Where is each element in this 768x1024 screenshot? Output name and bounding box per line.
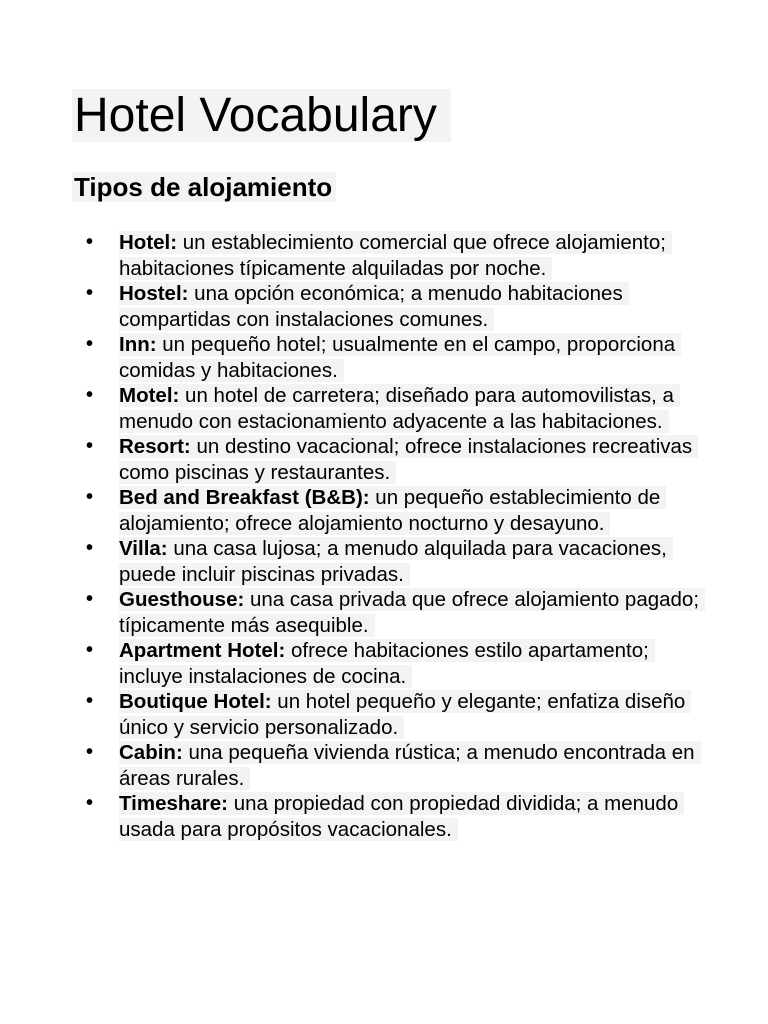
term-label: Hotel:	[119, 231, 178, 254]
section-heading	[72, 169, 336, 205]
list-item	[72, 230, 712, 281]
list-item-text	[119, 537, 673, 586]
bullet-icon: •	[86, 333, 94, 355]
list-item-text	[119, 282, 629, 331]
list-item-text	[119, 741, 701, 790]
list-item-text	[119, 231, 672, 280]
term-definition: un destino vacacional; ofrece instalaciones recreativas como piscinas y restaurantes.	[119, 435, 693, 484]
bullet-icon: •	[86, 486, 94, 508]
list-item	[72, 485, 712, 536]
page-title	[72, 86, 451, 146]
term-label: Resort:	[119, 435, 191, 458]
bullet-icon: •	[86, 231, 94, 253]
term-definition: una pequeña vivienda rústica; a menudo encontrada en áreas rurales.	[119, 741, 695, 790]
bullet-icon: •	[86, 435, 94, 457]
list-item	[72, 689, 712, 740]
term-label: Bed and Breakfast (B&B):	[119, 486, 370, 509]
list-item-text	[119, 486, 666, 535]
bullet-icon: •	[86, 537, 94, 559]
list-item	[72, 383, 712, 434]
term-label: Motel:	[119, 384, 180, 407]
section-heading-text: Tipos de alojamiento	[72, 172, 336, 202]
bullet-icon: •	[86, 588, 94, 610]
list-item	[72, 536, 712, 587]
bullet-icon: •	[86, 690, 94, 712]
bullet-icon: •	[86, 741, 94, 763]
list-item	[72, 791, 712, 842]
list-item	[72, 638, 712, 689]
list-item-text	[119, 690, 691, 739]
term-definition: una casa privada que ofrece alojamiento pagado; típicamente más asequible.	[119, 588, 700, 637]
list-item-text	[119, 588, 705, 637]
bullet-icon: •	[86, 282, 94, 304]
list-item-text	[119, 792, 684, 841]
term-label: Timeshare:	[119, 792, 229, 815]
list-item	[72, 281, 712, 332]
list-item-text	[119, 333, 681, 382]
list-item-text	[119, 435, 698, 484]
bullet-icon: •	[86, 792, 94, 814]
term-definition: un hotel de carretera; diseñado para automovilistas, a menudo con estacionamiento adyacente a las habitaciones.	[119, 384, 674, 433]
list-item	[72, 587, 712, 638]
list-item-text	[119, 384, 680, 433]
term-definition: un hotel pequeño y elegante; enfatiza diseño único y servicio personalizado.	[119, 690, 686, 739]
term-definition: un pequeño hotel; usualmente en el campo, proporciona comidas y habitaciones.	[119, 333, 676, 382]
term-label: Hostel:	[119, 282, 189, 305]
term-definition: ofrece habitaciones estilo apartamento; incluye instalaciones de cocina.	[119, 639, 649, 688]
term-definition: una propiedad con propiedad dividida; a menudo usada para propósitos vacacionales.	[119, 792, 679, 841]
accommodation-list	[72, 230, 712, 842]
list-item-text	[119, 639, 655, 688]
term-label: Apartment Hotel:	[119, 639, 286, 662]
term-label: Cabin:	[119, 741, 183, 764]
term-definition: un pequeño establecimiento de alojamiento; ofrece alojamiento nocturno y desayuno.	[119, 486, 661, 535]
term-definition: una casa lujosa; a menudo alquilada para vacaciones, puede incluir piscinas privadas.	[119, 537, 667, 586]
term-label: Inn:	[119, 333, 157, 356]
term-definition: un establecimiento comercial que ofrece alojamiento; habitaciones típicamente alquiladas por noche.	[119, 231, 666, 280]
bullet-icon: •	[86, 639, 94, 661]
term-definition: una opción económica; a menudo habitaciones compartidas con instalaciones comunes.	[119, 282, 623, 331]
bullet-icon: •	[86, 384, 94, 406]
term-label: Villa:	[119, 537, 168, 560]
list-item	[72, 434, 712, 485]
page-title-text: Hotel Vocabulary	[72, 89, 451, 142]
term-label: Guesthouse:	[119, 588, 245, 611]
term-label: Boutique Hotel:	[119, 690, 272, 713]
list-item	[72, 332, 712, 383]
list-item	[72, 740, 712, 791]
